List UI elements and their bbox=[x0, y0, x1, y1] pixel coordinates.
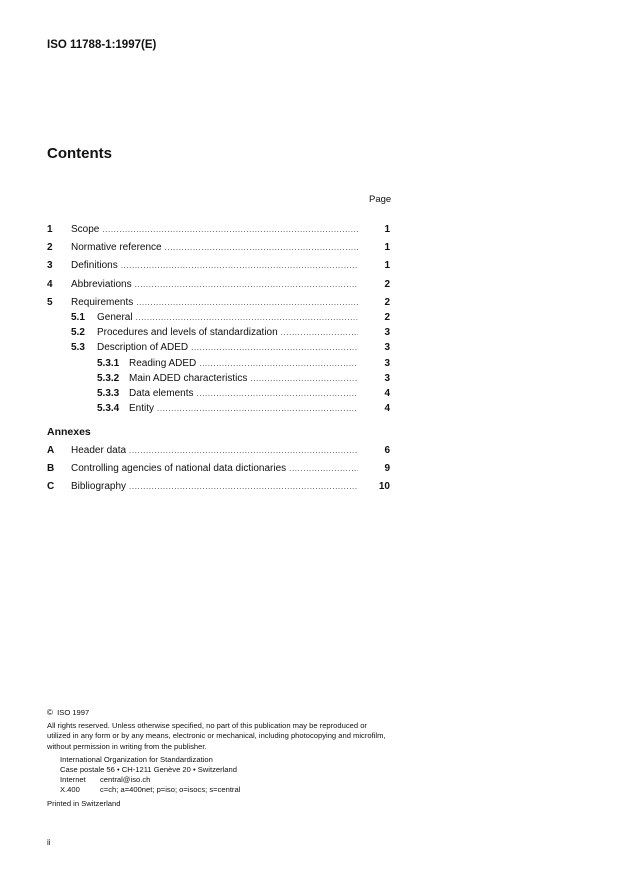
x400-label: X.400 bbox=[60, 785, 80, 795]
toc-label: Requirements bbox=[71, 296, 134, 308]
leader-dots bbox=[281, 326, 358, 339]
internet-label: Internet bbox=[60, 775, 86, 785]
toc-page: 2 bbox=[384, 311, 390, 323]
copyright-line bbox=[47, 708, 392, 718]
page-number: ii bbox=[47, 838, 51, 847]
annexes-heading: Annexes bbox=[47, 426, 91, 438]
leader-dots bbox=[136, 296, 358, 309]
toc-label: Normative reference bbox=[71, 242, 162, 254]
toc-entry[interactable] bbox=[47, 372, 390, 387]
leader-dots bbox=[250, 372, 358, 385]
annex-page: 9 bbox=[384, 463, 390, 474]
toc-entry[interactable] bbox=[47, 296, 390, 311]
annex-entry[interactable] bbox=[47, 480, 390, 498]
leader-dots bbox=[196, 387, 358, 400]
annex-label: Controlling agencies of national data dictionaries bbox=[71, 463, 287, 474]
toc-number: 5.3 bbox=[71, 342, 85, 354]
annex-list bbox=[47, 444, 390, 498]
printed-location: Printed in Switzerland bbox=[47, 798, 121, 808]
toc-number: 3 bbox=[47, 260, 53, 272]
toc-entry[interactable] bbox=[47, 278, 390, 293]
annex-letter: C bbox=[47, 481, 55, 492]
x400-address: c=ch; a=400net; p=iso; o=isocs; s=central bbox=[100, 785, 241, 795]
toc-page: 3 bbox=[384, 327, 390, 339]
annex-page: 6 bbox=[384, 445, 390, 456]
toc-number: 5.1 bbox=[71, 311, 85, 323]
annex-label: Header data bbox=[71, 445, 127, 456]
copyright-block bbox=[47, 708, 392, 809]
page-title: Contents bbox=[47, 145, 112, 162]
toc-entry[interactable] bbox=[47, 341, 390, 356]
document-header: ISO 11788-1:1997(E) bbox=[47, 39, 157, 51]
toc-label: Scope bbox=[71, 224, 100, 235]
copyright-icon: © bbox=[47, 708, 53, 717]
toc-entry[interactable] bbox=[47, 402, 390, 417]
leader-dots bbox=[129, 480, 358, 493]
toc-page: 1 bbox=[384, 242, 390, 254]
toc-number: 5 bbox=[47, 296, 53, 308]
toc-number: 5.3.2 bbox=[97, 372, 120, 384]
toc-entry[interactable] bbox=[47, 387, 390, 402]
leader-dots bbox=[129, 444, 358, 457]
x400-line bbox=[60, 785, 392, 795]
toc-label: Data elements bbox=[129, 387, 194, 399]
toc-page: 2 bbox=[384, 278, 390, 290]
annex-label: Bibliography bbox=[71, 481, 127, 492]
copyright-text: ISO 1997 bbox=[57, 708, 90, 717]
toc-label: Procedures and levels of standardization bbox=[97, 327, 278, 339]
toc-entry[interactable] bbox=[47, 311, 390, 326]
organization-name: International Organization for Standardization bbox=[60, 754, 213, 764]
toc-number: 5.2 bbox=[71, 327, 85, 339]
toc-page: 3 bbox=[384, 342, 390, 354]
toc-page: 4 bbox=[384, 387, 390, 399]
leader-dots bbox=[136, 311, 358, 324]
toc-number: 5.3.4 bbox=[97, 403, 120, 415]
toc-page: 3 bbox=[384, 372, 390, 384]
internet-line bbox=[60, 775, 392, 785]
table-of-contents bbox=[47, 223, 390, 417]
toc-entry[interactable] bbox=[47, 241, 390, 256]
annex-page: 10 bbox=[378, 481, 390, 492]
leader-dots bbox=[121, 259, 358, 272]
annex-letter: B bbox=[47, 463, 55, 474]
toc-number: 1 bbox=[47, 224, 53, 235]
leader-dots bbox=[135, 278, 358, 291]
toc-label: Entity bbox=[129, 403, 155, 415]
toc-label: Abbreviations bbox=[71, 278, 132, 290]
toc-page: 1 bbox=[384, 260, 390, 272]
annex-letter: A bbox=[47, 445, 55, 456]
toc-number: 5.3.1 bbox=[97, 357, 120, 369]
toc-label: Reading ADED bbox=[129, 357, 197, 369]
toc-number: 5.3.3 bbox=[97, 387, 120, 399]
leader-dots bbox=[157, 402, 358, 415]
internet-address[interactable]: central@iso.ch bbox=[100, 775, 151, 785]
toc-label: Definitions bbox=[71, 260, 118, 272]
toc-entry[interactable] bbox=[47, 326, 390, 341]
toc-page: 4 bbox=[384, 403, 390, 415]
leader-dots bbox=[102, 223, 358, 236]
toc-entry[interactable] bbox=[47, 259, 390, 274]
toc-page: 2 bbox=[384, 296, 390, 308]
postal-address: Case postale 56 • CH-1211 Genève 20 • Switzerland bbox=[60, 765, 237, 775]
toc-label: General bbox=[97, 311, 133, 323]
annex-entry[interactable] bbox=[47, 462, 390, 480]
leader-dots bbox=[191, 341, 358, 354]
toc-entry[interactable] bbox=[47, 357, 390, 372]
toc-label: Main ADED characteristics bbox=[129, 372, 248, 384]
toc-number: 2 bbox=[47, 242, 53, 254]
leader-dots bbox=[289, 462, 358, 475]
toc-label: Description of ADED bbox=[97, 342, 189, 354]
rights-statement: All rights reserved. Unless otherwise specified, no part of this publication may be reproduced or utilized in any form or by any means, electronic or mechanical, including photocopying and microfilm, without permission in writing from the publisher. bbox=[47, 721, 386, 751]
toc-page: 1 bbox=[384, 224, 390, 235]
toc-entry[interactable] bbox=[47, 223, 390, 238]
page-column-label: Page bbox=[369, 194, 392, 205]
leader-dots bbox=[165, 241, 358, 254]
toc-page: 3 bbox=[384, 357, 390, 369]
publisher-address bbox=[60, 755, 392, 796]
leader-dots bbox=[199, 357, 358, 370]
annex-entry[interactable] bbox=[47, 444, 390, 462]
toc-number: 4 bbox=[47, 278, 53, 290]
